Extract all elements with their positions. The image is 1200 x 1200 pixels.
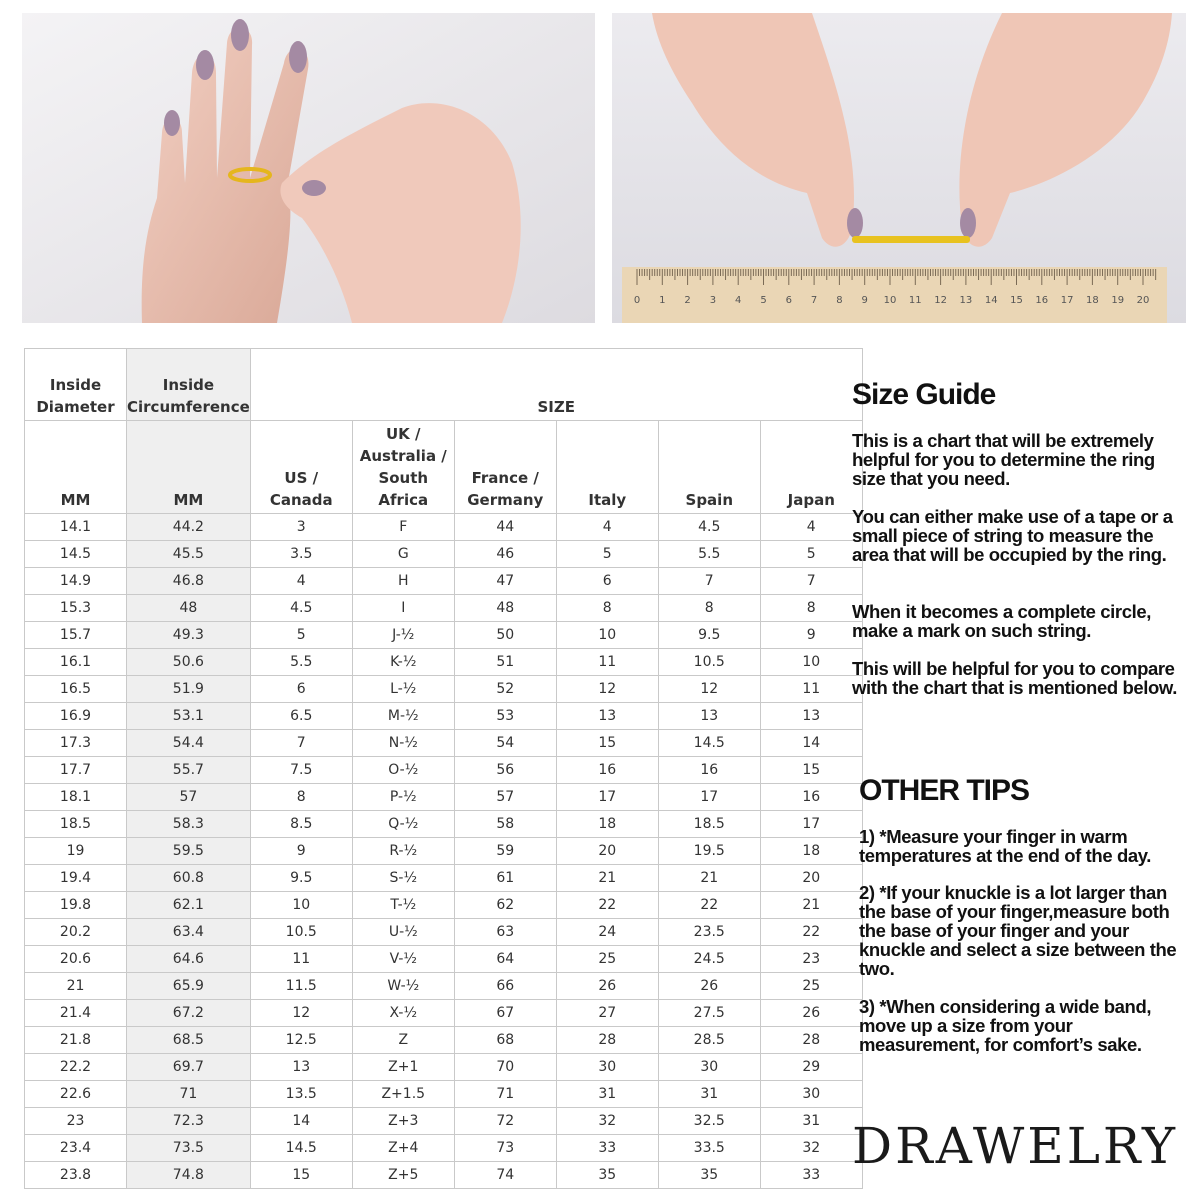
table-cell: 11 (760, 676, 862, 703)
guide-paragraph-2: You can either make use of a tape or a small piece of string to measure the area that will be occupied by the ring. (852, 506, 1173, 565)
table-cell: 23 (760, 946, 862, 973)
table-cell: 18 (556, 811, 658, 838)
table-cell: 58 (454, 811, 556, 838)
table-cell: 7 (250, 730, 352, 757)
table-cell: 15 (760, 757, 862, 784)
table-cell: 72.3 (127, 1108, 251, 1135)
table-row (25, 1000, 863, 1027)
table-cell: 25 (760, 973, 862, 1000)
table-cell: 32 (556, 1108, 658, 1135)
table-cell: 4.5 (658, 514, 760, 541)
table-cell: P-½ (352, 784, 454, 811)
table-cell: 22.2 (25, 1054, 127, 1081)
table-cell: 28.5 (658, 1027, 760, 1054)
table-cell: 5.5 (250, 649, 352, 676)
table-cell: 28 (556, 1027, 658, 1054)
header-italy: Italy (556, 421, 658, 514)
table-cell: 20 (760, 865, 862, 892)
ruler-label: 2 (684, 295, 691, 306)
table-cell: Z+5 (352, 1162, 454, 1189)
table-cell: 14.5 (658, 730, 760, 757)
table-cell: 68 (454, 1027, 556, 1054)
table-cell: 60.8 (127, 865, 251, 892)
table-cell: 31 (658, 1081, 760, 1108)
ruler-label: 14 (984, 295, 998, 306)
table-cell: 8 (658, 595, 760, 622)
table-cell: 7 (760, 568, 862, 595)
ruler-label: 8 (836, 295, 843, 306)
table-row (25, 946, 863, 973)
table-cell: 64 (454, 946, 556, 973)
header-inside-diameter: Inside Diameter (25, 349, 127, 421)
table-cell: 16 (760, 784, 862, 811)
table-cell: 63.4 (127, 919, 251, 946)
table-row (25, 649, 863, 676)
table-cell: 49.3 (127, 622, 251, 649)
table-cell: 15.7 (25, 622, 127, 649)
ruler-label: 5 (760, 295, 767, 306)
table-cell: L-½ (352, 676, 454, 703)
table-cell: M-½ (352, 703, 454, 730)
table-cell: 35 (556, 1162, 658, 1189)
guide-paragraph-4: This will be helpful for you to compare with the chart that is mentioned below. (852, 658, 1177, 698)
table-row (25, 811, 863, 838)
table-cell: 46.8 (127, 568, 251, 595)
table-cell: G (352, 541, 454, 568)
table-cell: 9.5 (250, 865, 352, 892)
table-cell: 4 (760, 514, 862, 541)
table-cell: 50 (454, 622, 556, 649)
table-cell: 16.9 (25, 703, 127, 730)
tip-1: 1) *Measure your finger in warm temperatures at the end of the day. (859, 826, 1151, 866)
table-cell: 17 (760, 811, 862, 838)
table-cell: W-½ (352, 973, 454, 1000)
table-row (25, 703, 863, 730)
ruler-label: 4 (735, 295, 742, 306)
header-mm-diameter: MM (25, 421, 127, 514)
table-cell: 7.5 (250, 757, 352, 784)
table-cell: Z (352, 1027, 454, 1054)
ruler-label: 19 (1111, 295, 1125, 306)
table-cell: 23.4 (25, 1135, 127, 1162)
table-cell: 22.6 (25, 1081, 127, 1108)
table-cell: 19.5 (658, 838, 760, 865)
table-cell: 18.5 (658, 811, 760, 838)
table-cell: 59.5 (127, 838, 251, 865)
ruler-label: 18 (1086, 295, 1099, 306)
table-row (25, 757, 863, 784)
table-cell: 24.5 (658, 946, 760, 973)
table-cell: 73 (454, 1135, 556, 1162)
table-cell: 33 (760, 1162, 862, 1189)
table-cell: 28 (760, 1027, 862, 1054)
table-cell: 53.1 (127, 703, 251, 730)
table-cell: 21 (658, 865, 760, 892)
table-row (25, 622, 863, 649)
other-tips-title: OTHER TIPS (859, 774, 1030, 807)
table-cell: 4 (556, 514, 658, 541)
table-cell: 11 (556, 649, 658, 676)
table-cell: 8.5 (250, 811, 352, 838)
table-cell: 35 (658, 1162, 760, 1189)
table-cell: 30 (760, 1081, 862, 1108)
ring-measure-hand-photo-icon (22, 13, 595, 323)
table-cell: 57 (454, 784, 556, 811)
table-cell: 21 (25, 973, 127, 1000)
table-cell: 44.2 (127, 514, 251, 541)
table-cell: 8 (556, 595, 658, 622)
table-cell: 30 (658, 1054, 760, 1081)
table-cell: 70 (454, 1054, 556, 1081)
table-cell: I (352, 595, 454, 622)
table-subheader-row (25, 421, 863, 514)
table-row (25, 676, 863, 703)
table-cell: 12 (250, 1000, 352, 1027)
table-row (25, 514, 863, 541)
table-cell: 18.5 (25, 811, 127, 838)
table-cell: 74 (454, 1162, 556, 1189)
table-cell: 17.3 (25, 730, 127, 757)
table-cell: 16.1 (25, 649, 127, 676)
table-cell: 53 (454, 703, 556, 730)
table-cell: 15.3 (25, 595, 127, 622)
table-cell: 21 (760, 892, 862, 919)
table-cell: 45.5 (127, 541, 251, 568)
table-cell: 20.6 (25, 946, 127, 973)
table-cell: O-½ (352, 757, 454, 784)
table-cell: 22 (556, 892, 658, 919)
table-cell: 55.7 (127, 757, 251, 784)
table-row (25, 1027, 863, 1054)
ruler-label: 13 (959, 295, 973, 306)
table-cell: 11.5 (250, 973, 352, 1000)
photo-string-on-ruler (612, 13, 1186, 323)
table-cell: 24 (556, 919, 658, 946)
table-cell: 31 (556, 1081, 658, 1108)
table-row (25, 892, 863, 919)
table-cell: 62 (454, 892, 556, 919)
table-cell: 27.5 (658, 1000, 760, 1027)
table-cell: 18.1 (25, 784, 127, 811)
table-cell: 19.4 (25, 865, 127, 892)
table-cell: 71 (454, 1081, 556, 1108)
size-guide-title: Size Guide (852, 378, 996, 411)
table-cell: 51 (454, 649, 556, 676)
table-cell: 13 (250, 1054, 352, 1081)
table-cell: 6 (250, 676, 352, 703)
table-cell: S-½ (352, 865, 454, 892)
table-cell: 23 (25, 1108, 127, 1135)
table-cell: 16 (658, 757, 760, 784)
guide-paragraph-3: When it becomes a complete circle, make a mark on such string. (852, 601, 1151, 641)
table-cell: 16.5 (25, 676, 127, 703)
table-cell: 52 (454, 676, 556, 703)
table-cell: R-½ (352, 838, 454, 865)
table-cell: 46 (454, 541, 556, 568)
table-cell: 73.5 (127, 1135, 251, 1162)
table-row (25, 784, 863, 811)
table-row (25, 730, 863, 757)
header-size: SIZE (250, 349, 862, 421)
table-cell: 57 (127, 784, 251, 811)
ruler-label: 0 (633, 295, 641, 306)
table-cell: 21.4 (25, 1000, 127, 1027)
table-cell: 21.8 (25, 1027, 127, 1054)
table-cell: 33.5 (658, 1135, 760, 1162)
table-cell: 66 (454, 973, 556, 1000)
table-cell: 22 (760, 919, 862, 946)
table-cell: 63 (454, 919, 556, 946)
table-cell: 16 (556, 757, 658, 784)
table-cell: 67.2 (127, 1000, 251, 1027)
table-cell: 23.8 (25, 1162, 127, 1189)
brand-logo: DRAWELRY (852, 1117, 1179, 1175)
table-row (25, 568, 863, 595)
table-cell: T-½ (352, 892, 454, 919)
table-cell: 30 (556, 1054, 658, 1081)
table-row (25, 1108, 863, 1135)
table-cell: 67 (454, 1000, 556, 1027)
tip-2: 2) *If your knuckle is a lot larger than the base of your finger,measure both the base of your finger and your knuckle and select a size between the two. (859, 882, 1177, 979)
table-cell: 56 (454, 757, 556, 784)
ruler-label: 6 (785, 295, 792, 306)
table-cell: 14 (250, 1108, 352, 1135)
table-cell: 21 (556, 865, 658, 892)
table-row (25, 1135, 863, 1162)
table-cell: 44 (454, 514, 556, 541)
table-cell: 62.1 (127, 892, 251, 919)
table-cell: 10 (556, 622, 658, 649)
ruler-label: 17 (1060, 295, 1074, 306)
table-cell: 26 (760, 1000, 862, 1027)
guide-paragraph-1: This is a chart that will be extremely helpful for you to determine the ring size that you need. (852, 430, 1155, 489)
header-japan: Japan (760, 421, 862, 514)
table-cell: 29 (760, 1054, 862, 1081)
table-cell: N-½ (352, 730, 454, 757)
table-cell: 54 (454, 730, 556, 757)
table-cell: 23.5 (658, 919, 760, 946)
table-row (25, 865, 863, 892)
table-row (25, 595, 863, 622)
table-cell: 68.5 (127, 1027, 251, 1054)
table-cell: 13 (760, 703, 862, 730)
header-france-germany: France / Germany (454, 421, 556, 514)
table-cell: Z+3 (352, 1108, 454, 1135)
table-cell: J-½ (352, 622, 454, 649)
tip-3: 3) *When considering a wide band, move up a size from your measurement, for comfort’s sake. (859, 996, 1152, 1055)
table-cell: 14 (760, 730, 862, 757)
table-cell: 10.5 (658, 649, 760, 676)
table-cell: 26 (658, 973, 760, 1000)
table-cell: 13 (658, 703, 760, 730)
table-cell: U-½ (352, 919, 454, 946)
table-cell: 64.6 (127, 946, 251, 973)
table-cell: 9 (250, 838, 352, 865)
table-cell: 4 (250, 568, 352, 595)
table-cell: 10 (250, 892, 352, 919)
table-cell: 6 (556, 568, 658, 595)
table-cell: 18 (760, 838, 862, 865)
ring-size-table (24, 348, 863, 1189)
table-row (25, 838, 863, 865)
table-cell: 19 (25, 838, 127, 865)
table-cell: 5.5 (658, 541, 760, 568)
table-cell: 74.8 (127, 1162, 251, 1189)
ruler-label: 16 (1035, 295, 1049, 306)
table-cell: 15 (556, 730, 658, 757)
table-cell: 47 (454, 568, 556, 595)
table-cell: 26 (556, 973, 658, 1000)
string-ruler-photo-icon (612, 13, 1186, 323)
table-cell: 10.5 (250, 919, 352, 946)
table-cell: Z+1.5 (352, 1081, 454, 1108)
table-cell: 17.7 (25, 757, 127, 784)
table-cell: 19.8 (25, 892, 127, 919)
table-header-row (25, 349, 863, 421)
table-row (25, 1081, 863, 1108)
table-cell: 3.5 (250, 541, 352, 568)
table-cell: 20 (556, 838, 658, 865)
table-cell: X-½ (352, 1000, 454, 1027)
table-cell: 59 (454, 838, 556, 865)
table-cell: 27 (556, 1000, 658, 1027)
table-cell: 71 (127, 1081, 251, 1108)
table-cell: 17 (556, 784, 658, 811)
table-cell: 32 (760, 1135, 862, 1162)
table-cell: 5 (250, 622, 352, 649)
table-cell: 12.5 (250, 1027, 352, 1054)
table-cell: 61 (454, 865, 556, 892)
table-cell: 14.1 (25, 514, 127, 541)
table-cell: 12 (658, 676, 760, 703)
table-row (25, 973, 863, 1000)
header-spain: Spain (658, 421, 760, 514)
table-cell: Z+4 (352, 1135, 454, 1162)
table-cell: Q-½ (352, 811, 454, 838)
table-cell: 14.5 (250, 1135, 352, 1162)
table-cell: 20.2 (25, 919, 127, 946)
table-cell: 33 (556, 1135, 658, 1162)
table-cell: 25 (556, 946, 658, 973)
table-cell: 5 (760, 541, 862, 568)
table-cell: 32.5 (658, 1108, 760, 1135)
table-cell: 6.5 (250, 703, 352, 730)
table-cell: 22 (658, 892, 760, 919)
ruler-label: 11 (908, 295, 922, 306)
table-cell: 14.5 (25, 541, 127, 568)
ruler-label: 10 (883, 295, 897, 306)
table-row (25, 919, 863, 946)
table-cell: 69.7 (127, 1054, 251, 1081)
table-cell: F (352, 514, 454, 541)
table-cell: 31 (760, 1108, 862, 1135)
table-cell: 11 (250, 946, 352, 973)
table-cell: 9 (760, 622, 862, 649)
table-cell: 8 (250, 784, 352, 811)
ruler-label: 12 (934, 295, 947, 306)
table-cell: 3 (250, 514, 352, 541)
table-cell: 48 (127, 595, 251, 622)
header-us-canada: US / Canada (250, 421, 352, 514)
header-mm-circumference: MM (127, 421, 251, 514)
table-cell: 8 (760, 595, 862, 622)
table-cell: 51.9 (127, 676, 251, 703)
ruler-label: 9 (861, 295, 868, 306)
ruler-label: 3 (709, 295, 717, 306)
table-cell: 5 (556, 541, 658, 568)
table-cell: 9.5 (658, 622, 760, 649)
ruler-label: 15 (1010, 295, 1023, 306)
photo-hand-with-string (22, 13, 595, 323)
ruler-label: 1 (659, 295, 666, 306)
table-cell: Z+1 (352, 1054, 454, 1081)
table-cell: 14.9 (25, 568, 127, 595)
table-cell: 13 (556, 703, 658, 730)
table-row (25, 541, 863, 568)
table-cell: 12 (556, 676, 658, 703)
table-cell: 65.9 (127, 973, 251, 1000)
table-row (25, 1162, 863, 1189)
header-uk-australia-south-africa: UK / Australia / South Africa (352, 421, 454, 514)
table-cell: 17 (658, 784, 760, 811)
table-cell: 72 (454, 1108, 556, 1135)
table-cell: 4.5 (250, 595, 352, 622)
header-inside-circumference: Inside Circumference (127, 349, 251, 421)
table-cell: 15 (250, 1162, 352, 1189)
table-cell: 58.3 (127, 811, 251, 838)
table-cell: 48 (454, 595, 556, 622)
table-cell: K-½ (352, 649, 454, 676)
table-cell: 10 (760, 649, 862, 676)
table-cell: 7 (658, 568, 760, 595)
table-cell: 13.5 (250, 1081, 352, 1108)
table-row (25, 1054, 863, 1081)
table-cell: 54.4 (127, 730, 251, 757)
table-cell: H (352, 568, 454, 595)
ruler-label: 7 (810, 295, 818, 306)
table-cell: V-½ (352, 946, 454, 973)
ruler-label: 20 (1136, 295, 1150, 306)
table-cell: 50.6 (127, 649, 251, 676)
